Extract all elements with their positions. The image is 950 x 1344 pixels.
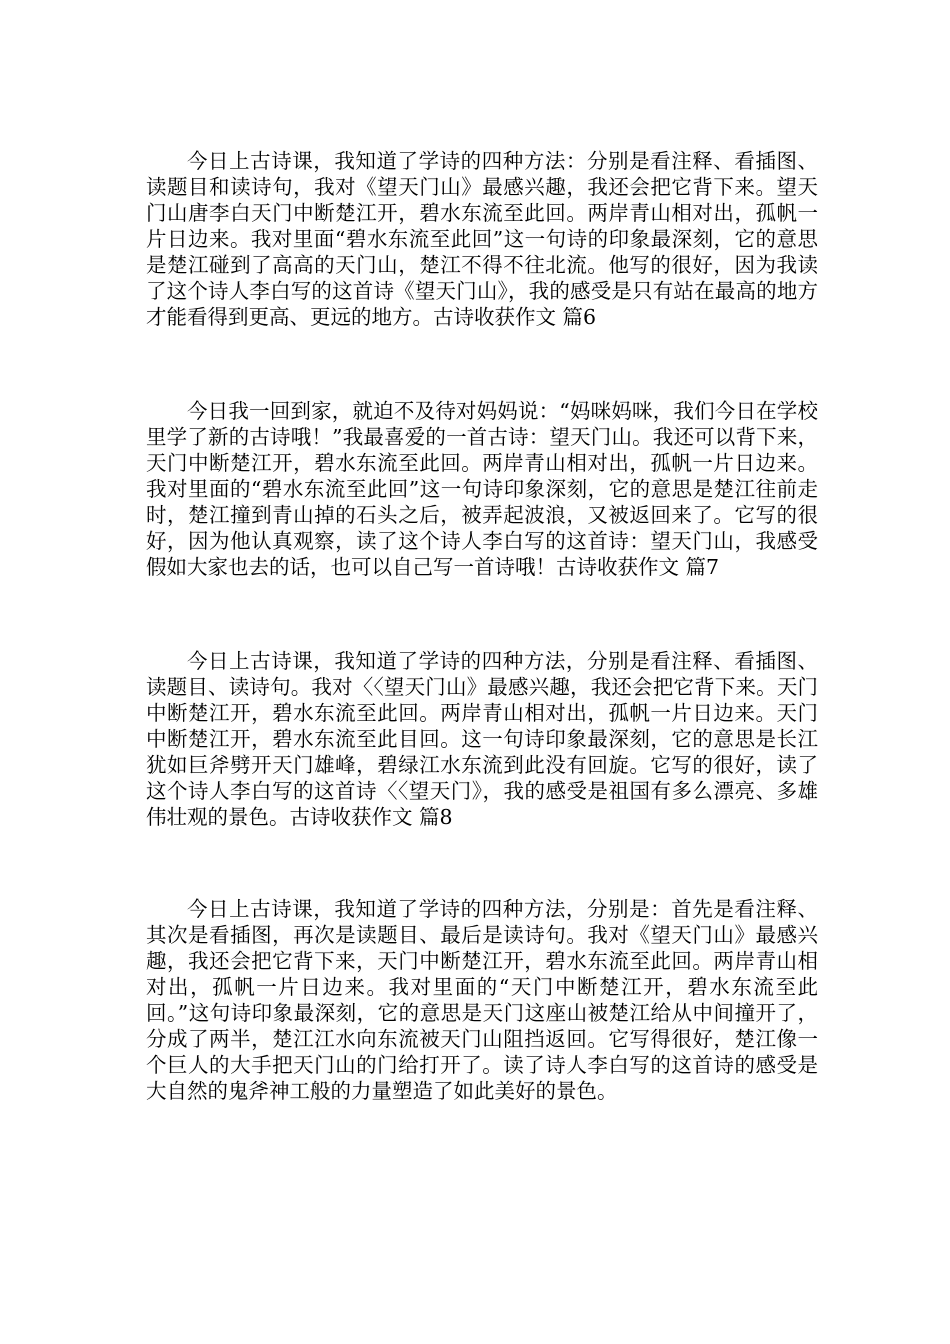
paragraph-4: 今日上古诗课，我知道了学诗的四种方法，分别是：首先是看注释、其次是看插图，再次是读题目、最后是读诗句。我对《望天门山》最感兴趣，我还会把它背下来，天门中断楚江开，碧水东流至此回。两岸青山相对出，孤帆一片日边来。我对里面的“天门中断楚江开，碧水东流至此回。”这句诗印象最深刻，它的意思是天门这座山被楚江给从中间撞开了，分成了两半，楚江江水向东流被天门山阻挡返回。它写得很好，楚江像一个巨人的大手把天门山的门给打开了。读了诗人李白写的这首诗的感受是大自然的鬼斧神工般的力量塑造了如此美好的景色。 bbox=[146, 897, 818, 1103]
paragraph-3: 今日上古诗课，我知道了学诗的四种方法，分别是看注释、看插图、读题目、读诗句。我对〈〈望天门山》最感兴趣，我还会把它背下来。天门中断楚江开，碧水东流至此回。两岸青山相对出，孤帆一片日边来。天门中断楚江开，碧水东流至此目回。这一句诗印象最深刻，它的意思是长江犹如巨斧劈开天门雄峰，碧绿江水东流到此没有回旋。它写的很好，读了这个诗人李白写的这首诗〈〈望天门》，我的感受是祖国有多么漂亮、多雄伟壮观的景色。古诗收获作文 篇8 bbox=[146, 649, 818, 829]
paragraph-2: 今日我一回到家，就迫不及待对妈妈说：“妈咪妈咪，我们今日在学校里学了新的古诗哦！”我最喜爱的一首古诗：望天门山。我还可以背下来，天门中断楚江开，碧水东流至此回。两岸青山相对出，孤帆一片日边来。我对里面的“碧水东流至此回”这一句诗印象深刻，它的意思是楚江往前走时，楚江撞到青山掉的石头之后，被弄起波浪，又被返回来了。它写的很好，因为他认真观察，读了这个诗人李白写的这首诗：望天门山，我感受假如大家也去的话，也可以自己写一首诗哦！古诗收获作文 篇7 bbox=[146, 399, 818, 579]
paragraph-1: 今日上古诗课，我知道了学诗的四种方法：分别是看注释、看插图、读题目和读诗句，我对《望天门山》最感兴趣，我还会把它背下来。望天门山唐李白天门中断楚江开，碧水东流至此回。两岸青山相对出，孤帆一片日边来。我对里面“碧水东流至此回”这一句诗的印象最深刻，它的意思是楚江碰到了高高的天门山，楚江不得不往北流。他写的很好，因为我读了这个诗人李白写的这首诗《望天门山》，我的感受是只有站在最高的地方才能看得到更高、更远的地方。古诗收获作文 篇6 bbox=[146, 149, 818, 329]
